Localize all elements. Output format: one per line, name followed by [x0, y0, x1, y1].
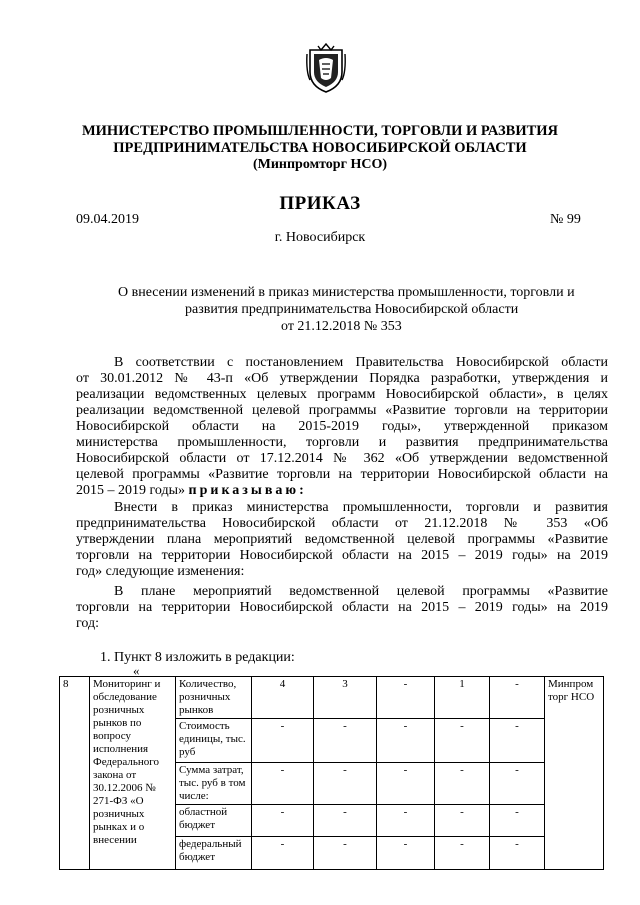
plan-paragraph: [76, 584, 608, 632]
value-cell: -: [490, 836, 545, 869]
coat-of-arms-emblem: [304, 42, 348, 94]
table-row: [60, 677, 604, 719]
text-line: год» следующие изменения:: [76, 564, 245, 579]
value-cell: -: [490, 677, 545, 719]
value-cell: -: [314, 719, 377, 762]
ministry-name-line-1: МИНИСТЕРСТВО ПРОМЫШЛЕННОСТИ, ТОРГОВЛИ И РАЗВИТИЯ: [81, 123, 559, 139]
ministry-name-line-2: ПРЕДПРИНИМАТЕЛЬСТВА НОВОСИБИРСКОЙ ОБЛАСТИ: [113, 140, 527, 156]
order-word: приказываю:: [188, 483, 307, 498]
text-line: Новосибирской области на 2015-2019 годы», утвержденной приказом: [76, 419, 608, 434]
document-title: ПРИКАЗ: [279, 193, 361, 214]
value-cell: -: [435, 719, 490, 762]
value-cell: -: [252, 719, 314, 762]
document-number: № 99: [550, 212, 581, 227]
row-number: 8: [60, 677, 90, 870]
value-cell: -: [435, 805, 490, 836]
value-cell: -: [490, 719, 545, 762]
plan-table: [59, 676, 604, 870]
text-line: год:: [76, 616, 100, 631]
value-cell: -: [252, 805, 314, 836]
value-cell: -: [252, 836, 314, 869]
preamble-paragraph: [76, 355, 608, 499]
value-cell: -: [377, 805, 435, 836]
text-line: от 30.01.2012 № 43-п «Об утверждении Порядка разработки, утверждения и: [76, 371, 608, 386]
value-cell: -: [377, 762, 435, 804]
text-line: торговли на территории Новосибирской области на 2015 – 2019 годы» на 2019: [76, 548, 608, 563]
text-line: В соответствии с постановлением Правительства Новосибирской области: [114, 355, 608, 370]
value-cell: -: [377, 836, 435, 869]
ministry-short-name: (Минпромторг НСО): [252, 157, 388, 172]
document-city: г. Новосибирск: [274, 230, 366, 245]
indicator-label: областной бюджет: [176, 805, 252, 836]
value-cell: -: [377, 719, 435, 762]
value-cell: 1: [435, 677, 490, 719]
value-cell: 4: [252, 677, 314, 719]
document-date: 09.04.2019: [76, 212, 139, 227]
value-cell: -: [490, 805, 545, 836]
value-cell: -: [252, 762, 314, 804]
indicator-label: федеральный бюджет: [176, 836, 252, 869]
subject-line-3: от 21.12.2018 № 353: [281, 319, 402, 334]
list-item-1: 1. Пункт 8 изложить в редакции:: [100, 650, 295, 665]
indicator-label: Количество, розничных рынков: [176, 677, 252, 719]
value-cell: -: [435, 762, 490, 804]
value-cell: -: [314, 836, 377, 869]
text-line: предпринимательства Новосибирской области от 21.12.2018 № 353 «Об: [76, 516, 608, 531]
activity-cell: Мониторинг и обследование розничных рынков по вопросу исполнения Федерального закона от 30.12.2006 № 271-ФЗ «О розничных рынках и о внесении: [90, 677, 176, 870]
subject-line-1: О внесении изменений в приказ министерства промышленности, торговли и: [118, 285, 575, 300]
text-line: утверждении плана мероприятий ведомственной целевой программы «Развитие: [76, 532, 608, 547]
value-cell: -: [377, 677, 435, 719]
text-line: В плане мероприятий ведомственной целевой программы «Развитие: [114, 584, 608, 599]
indicator-label: Сумма затрат, тыс. руб в том числе:: [176, 762, 252, 804]
subject-line-2: развития предпринимательства Новосибирской области: [185, 302, 519, 317]
text-line: Внести в приказ министерства промышленности, торговли и развития: [114, 500, 608, 515]
executor-cell: Минпром торг НСО: [545, 677, 604, 870]
text-line: Новосибирской области от 17.12.2014 № 362 «Об утверждении ведомственной: [76, 451, 608, 466]
value-cell: -: [490, 762, 545, 804]
text-line: реализации ведомственной целевой программы «Развитие торговли на территории: [76, 403, 608, 418]
text-line: торговли на территории Новосибирской области на 2015 – 2019 годы» на 2019: [76, 600, 608, 615]
text-fragment: 2015 – 2019 годы»: [76, 483, 186, 498]
value-cell: 3: [314, 677, 377, 719]
text-line: министерства промышленности, торговли и развития предпринимательства: [76, 435, 608, 450]
text-line: [76, 483, 608, 499]
value-cell: -: [314, 762, 377, 804]
value-cell: -: [314, 805, 377, 836]
amendment-paragraph: [76, 500, 608, 580]
text-line: реализации ведомственных целевых программ Новосибирской области», в целях: [76, 387, 608, 402]
text-line: целевой программы «Развитие торговли на территории Новосибирской области на: [76, 467, 608, 482]
indicator-label: Стоимость единицы, тыс. руб: [176, 719, 252, 762]
opening-quote: «: [133, 663, 140, 678]
value-cell: -: [435, 836, 490, 869]
